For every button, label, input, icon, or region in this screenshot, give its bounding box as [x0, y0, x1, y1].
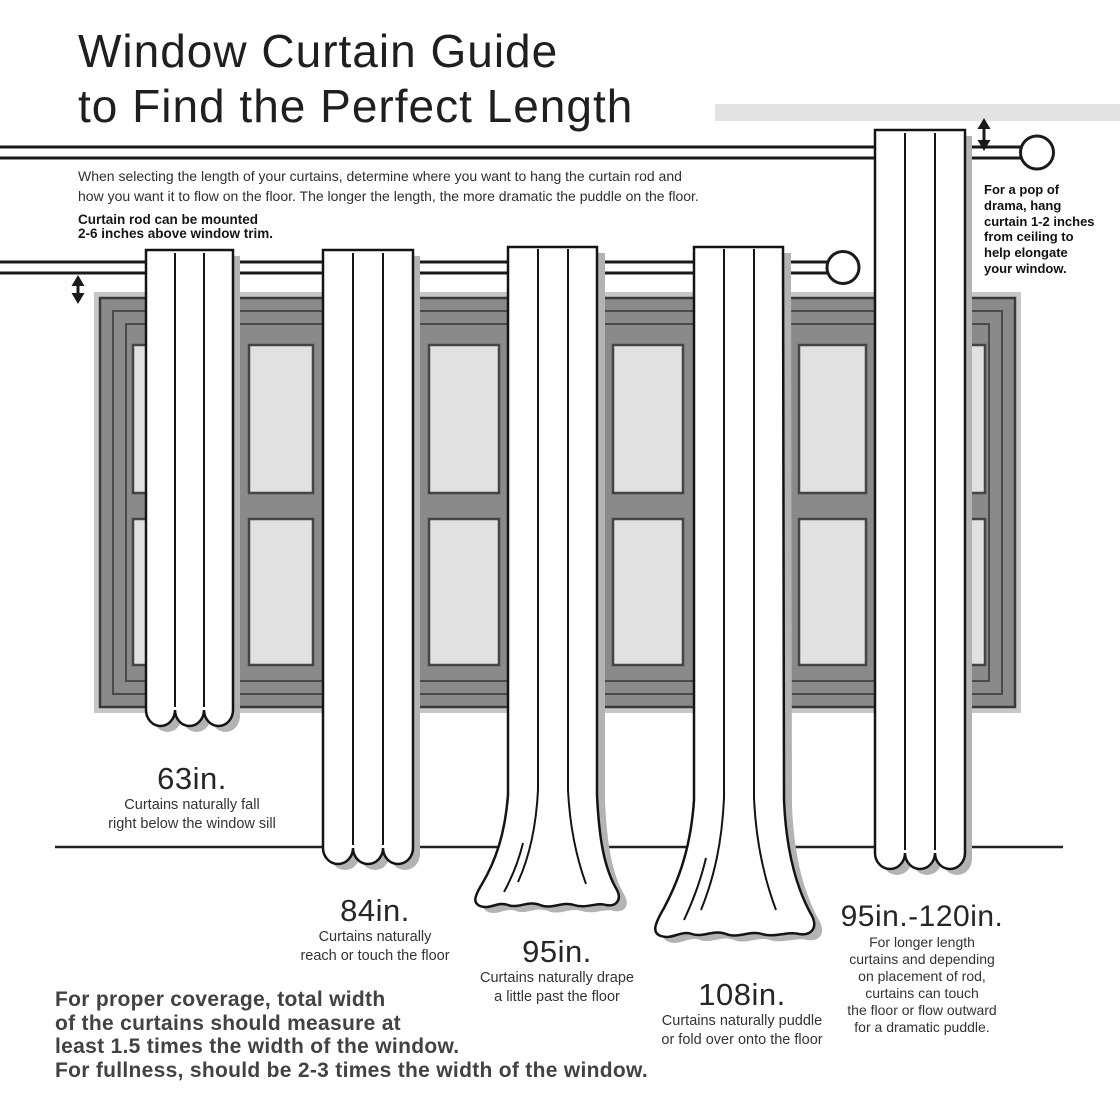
drama-note-line: your window. [984, 260, 1067, 276]
intro-text [78, 166, 699, 206]
curtain-length-desc: Curtains naturally puddle [661, 1013, 823, 1029]
lower-rod-finial [827, 252, 859, 284]
curtain-length-desc: curtains can touch [865, 985, 979, 1001]
drama-note-line: For a pop of [984, 182, 1060, 197]
mount-range-arrow-icon [72, 275, 85, 304]
label-95-120in [772, 900, 1072, 1036]
footer-line: For fullness, should be 2-3 times the width of the window. [55, 1058, 648, 1082]
top-rod-finial [1021, 136, 1054, 169]
window-pane [429, 519, 499, 665]
rod-note-line-1: Curtain rod can be mounted [78, 212, 259, 227]
rod-mount-note [78, 213, 273, 241]
curtain-length-value: 63in. [157, 761, 227, 796]
intro-line-2: how you want it to flow on the floor. The longer the length, the more dramatic the puddle on the floor. [78, 188, 699, 204]
window-pane [799, 519, 866, 665]
curtain-length-desc: Curtains naturally fall [124, 797, 260, 813]
drama-note-line: from ceiling to [984, 229, 1074, 245]
rod-note-line-2: 2-6 inches above window trim. [78, 226, 274, 241]
curtain-panel [875, 130, 965, 869]
window-pane [249, 345, 313, 493]
curtain-length-desc: Curtains naturally [318, 929, 432, 945]
curtain-length-desc: a little past the floor [494, 988, 620, 1005]
curtain-length-desc: reach or touch the floor [300, 947, 450, 964]
curtain-length-value: 95in.-120in. [840, 900, 1004, 933]
curtain-63in [146, 250, 240, 732]
window-pane [799, 345, 866, 493]
curtain-panel [146, 250, 233, 726]
curtain-length-desc: or fold over onto the floor [661, 1031, 823, 1048]
window-pane [613, 519, 683, 665]
curtain-length-desc: right below the window sill [108, 815, 276, 832]
page-title [78, 24, 633, 134]
label-63in [42, 762, 342, 833]
curtain-length-value: 84in. [340, 893, 410, 928]
drama-note-line: drama, hang [984, 197, 1062, 213]
drama-note-line: help elongate [984, 245, 1068, 261]
curtain-length-value: 108in. [698, 977, 786, 1012]
footer-line: For proper coverage, total width [55, 988, 386, 1011]
title-line-1: Window Curtain Guide [78, 25, 559, 77]
footer-line: of the curtains should measure at [55, 1011, 401, 1035]
window-pane [613, 345, 683, 493]
title-line-2: to Find the Perfect Length [78, 80, 634, 132]
curtain-length-desc: curtains and depending [849, 951, 995, 967]
curtain-length-desc: for a dramatic puddle. [854, 1019, 990, 1035]
curtain-95-120in [875, 130, 972, 875]
curtain-length-desc: on placement of rod, [858, 968, 986, 984]
drama-note-line: curtain 1-2 inches [984, 213, 1095, 229]
ceiling-band [715, 104, 1120, 121]
intro-line-1: When selecting the length of your curtains, determine where you want to hang the curtain rod and [78, 168, 682, 184]
window-pane [249, 519, 313, 665]
window-pane [429, 345, 499, 493]
curtain-length-desc: For longer length [869, 934, 975, 950]
curtain-length-desc: the floor or flow outward [847, 1002, 997, 1018]
width-guidance-text [55, 988, 648, 1082]
curtain-length-value: 95in. [522, 934, 592, 969]
curtain-length-desc: Curtains naturally drape [480, 970, 634, 986]
footer-line: least 1.5 times the width of the window. [55, 1035, 460, 1058]
drama-note [984, 182, 1095, 277]
